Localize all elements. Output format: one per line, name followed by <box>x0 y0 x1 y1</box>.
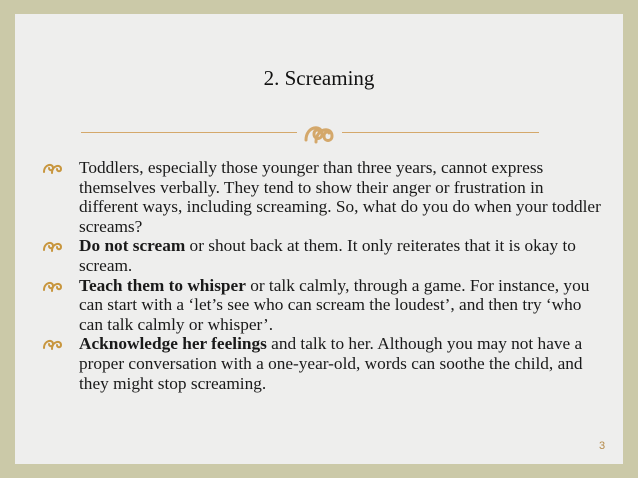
curl-ornament-icon <box>302 118 338 146</box>
bullet-emphasis: Do not scream <box>79 236 186 256</box>
divider-line-left <box>81 132 297 133</box>
bullet-text: Toddlers, especially those younger than three years, cannot express themselves verbally. They tend to show their anger or frustration in different ways, including screaming. So, what do you do when your toddler screams? <box>79 158 601 236</box>
bullet-emphasis: Teach them to whisper <box>79 275 246 295</box>
double-curl-icon <box>42 159 68 175</box>
divider-line-right <box>342 132 539 133</box>
bullet-emphasis: Acknowledge her feelings <box>79 334 267 354</box>
bullet-text: or shout back at them. It only reiterates that it is okay to scream. <box>79 236 576 275</box>
double-curl-icon <box>42 277 68 293</box>
bullet-item <box>35 334 605 393</box>
slide-title: 2. Screaming <box>263 66 375 90</box>
double-curl-icon <box>42 335 68 351</box>
double-curl-icon <box>42 237 68 253</box>
bullet-item <box>35 236 605 275</box>
slide <box>15 14 623 464</box>
bullet-text: or talk calmly, through a game. For instance, you can start with a ‘let’s see who can scream the loudest’, and then try ‘who can talk calmly or whisper’. <box>79 275 590 334</box>
bullet-list <box>35 158 605 393</box>
page-number: 3 <box>599 440 606 452</box>
bullet-item <box>35 276 605 335</box>
bullet-text: and talk to her. Although you may not have a proper conversation with a one-year-old, words can soothe the child, and they might stop screaming. <box>79 334 583 393</box>
bullet-item <box>35 158 605 236</box>
